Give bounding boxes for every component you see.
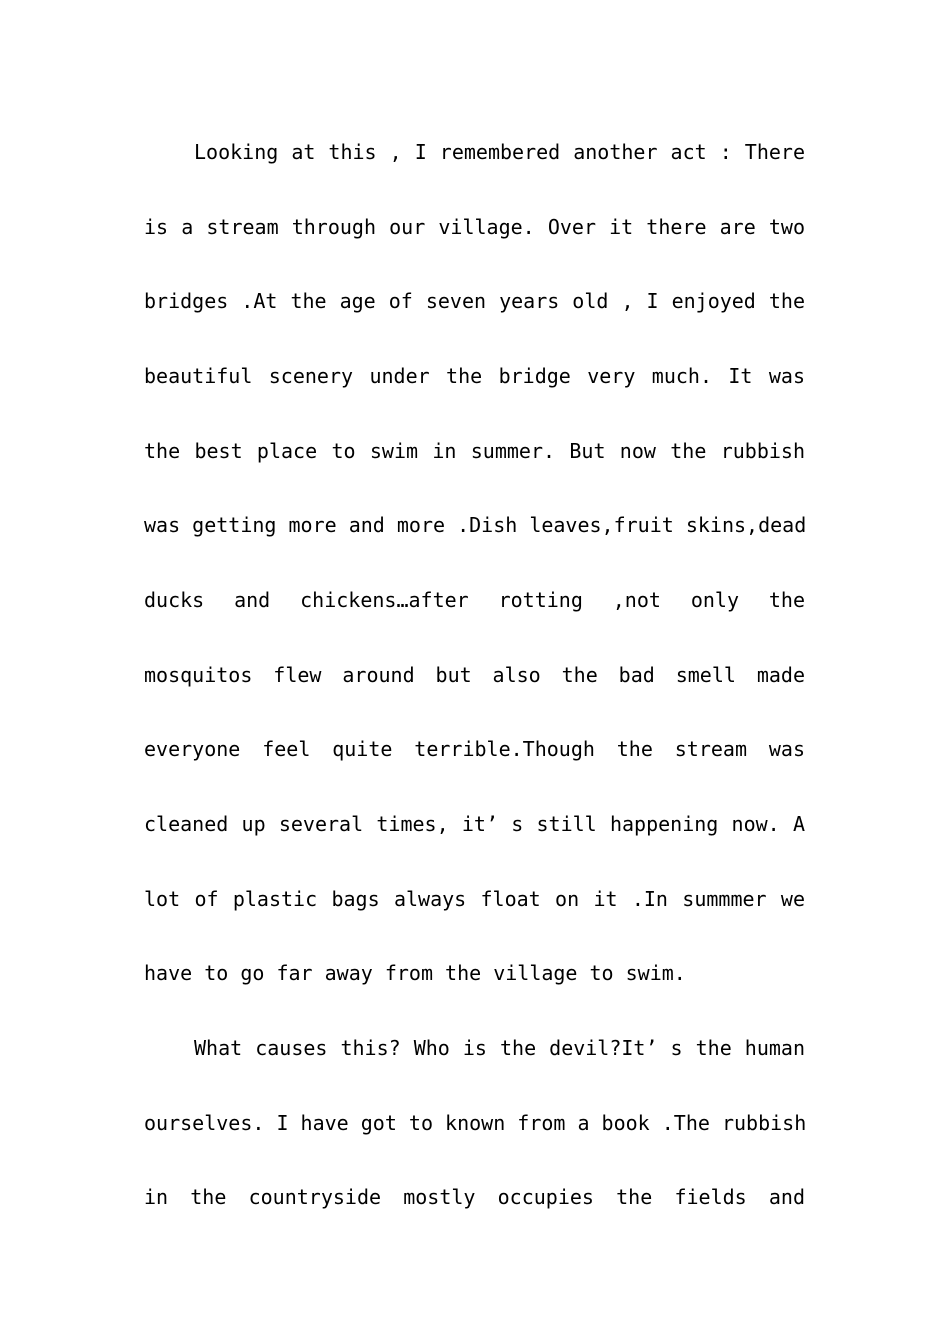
- paragraph-1-line-10: cleaned up several times, it’ s still happening now. A: [144, 812, 805, 836]
- paragraph-1-line-2: is a stream through our village. Over it there are two: [144, 215, 805, 239]
- paragraph-1-line-8: mosquitos flew around but also the bad smell made: [144, 663, 805, 687]
- paragraph-2-line-2: ourselves. I have got to known from a book .The rubbish: [144, 1111, 807, 1135]
- paragraph-2-line-3: in the countryside mostly occupies the fields and: [144, 1185, 805, 1209]
- paragraph-1-line-5: the best place to swim in summer. But now the rubbish: [144, 439, 805, 463]
- paragraph-1-line-6: was getting more and more .Dish leaves,fruit skins,dead: [144, 513, 807, 537]
- paragraph-1-line-4: beautiful scenery under the bridge very much. It was: [144, 364, 805, 388]
- paragraph-1-line-9: everyone feel quite terrible.Though the stream was: [144, 737, 805, 761]
- paragraph-1-line-1: Looking at this , I remembered another act : There: [194, 140, 805, 164]
- paragraph-1-line-3: bridges .At the age of seven years old , I enjoyed the: [144, 289, 805, 313]
- paragraph-1-line-12: have to go far away from the village to swim.: [144, 961, 686, 985]
- paragraph-2-line-1: What causes this? Who is the devil?It’ s the human: [194, 1036, 805, 1060]
- paragraph-1-line-11: lot of plastic bags always float on it .In summmer we: [144, 887, 805, 911]
- paragraph-1-line-7: ducks and chickens…after rotting ,not only the: [144, 588, 805, 612]
